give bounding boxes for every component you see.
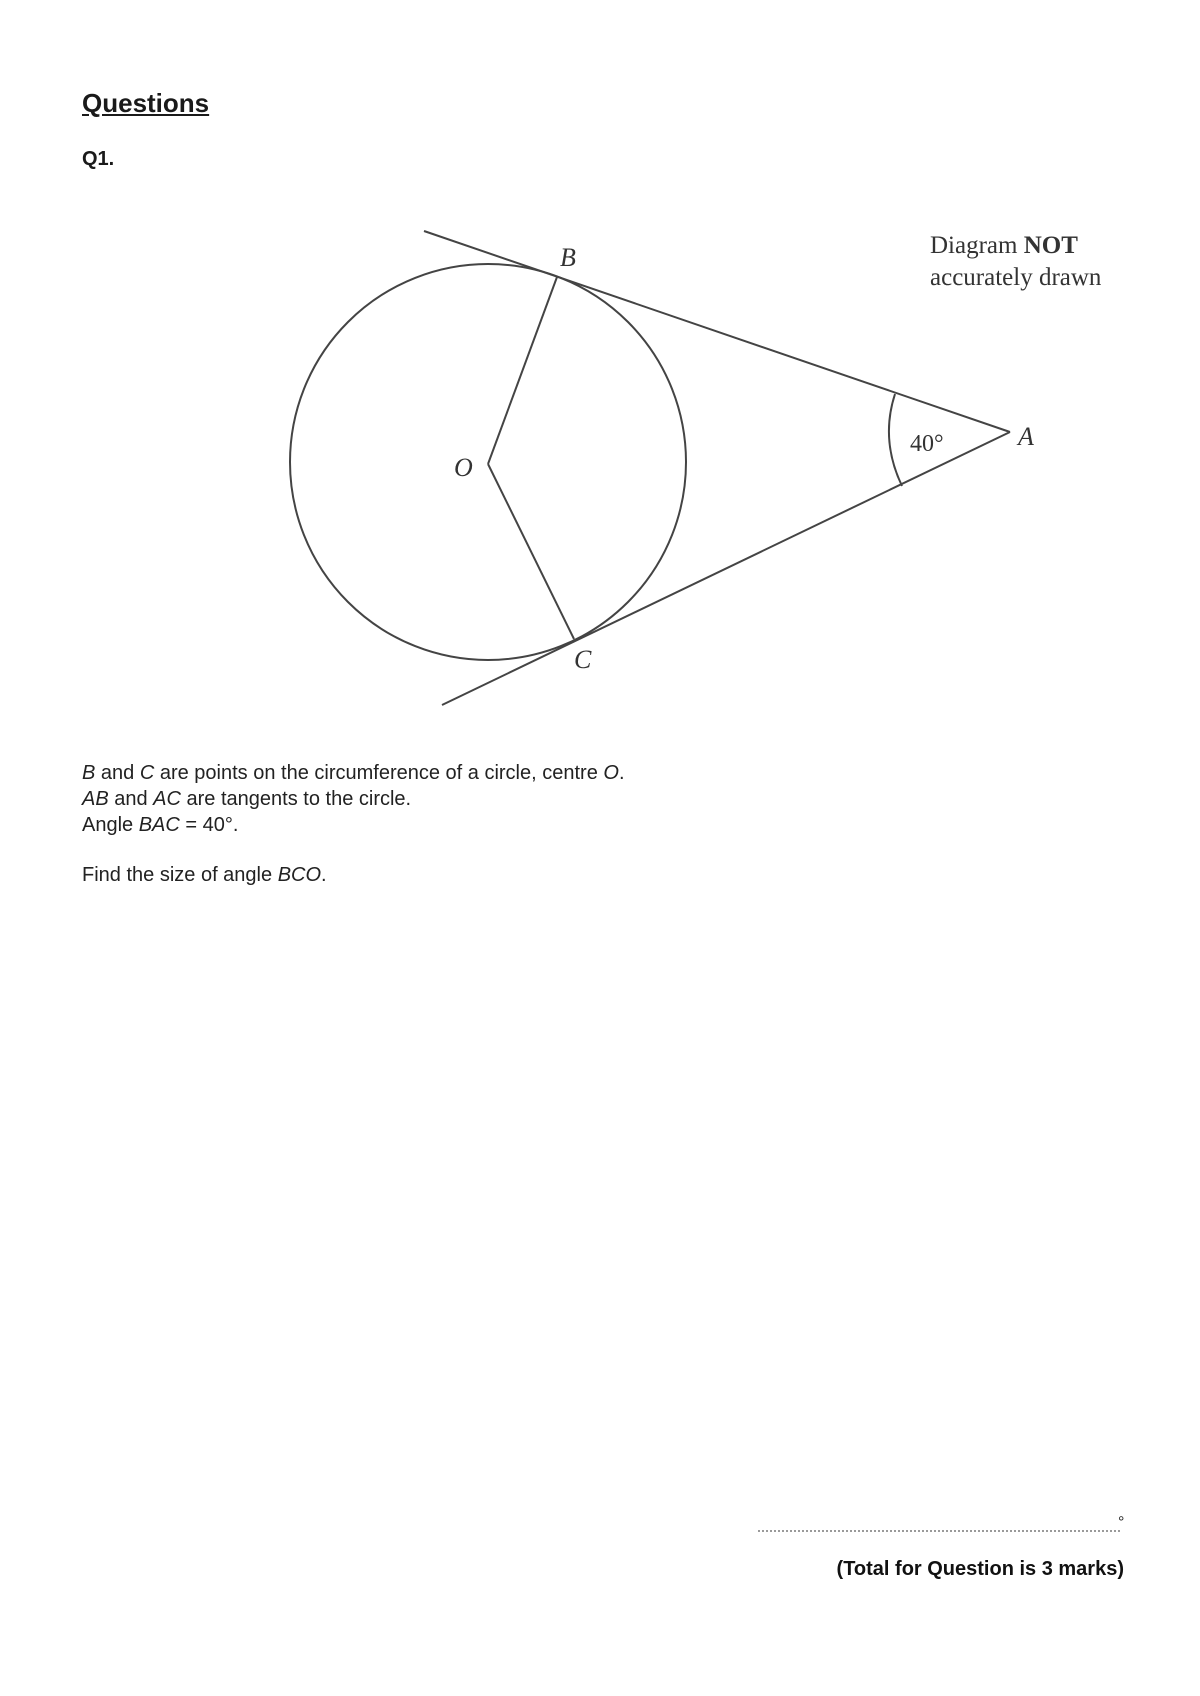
text-period: . [321, 864, 327, 886]
text-period: . [618, 762, 625, 784]
text-and: and [95, 762, 140, 784]
diagram-note [930, 230, 1101, 294]
var-o: O [603, 762, 619, 784]
question-line-2 [82, 786, 625, 812]
question-text [82, 760, 625, 888]
text-circumference: are points on the circumference of a circle, centre [154, 762, 604, 784]
diagram-note-line1 [930, 230, 1101, 262]
var-bac: BAC [138, 814, 180, 836]
var-b: B [82, 762, 96, 784]
var-ab: AB [82, 788, 109, 810]
text-angle-value: = 40°. [179, 814, 239, 836]
diagram-note-line2: accurately drawn [930, 264, 1102, 291]
radius-ob [488, 277, 557, 464]
label-o: O [454, 453, 473, 482]
angle-label: 40° [910, 431, 944, 457]
diagram-note-not: NOT [1023, 232, 1078, 259]
label-a: A [1018, 422, 1034, 451]
label-b: B [560, 243, 576, 272]
angle-arc [889, 394, 902, 486]
var-c: C [139, 762, 155, 784]
radius-oc [488, 464, 574, 639]
label-c: C [574, 645, 592, 674]
text-and: and [108, 788, 154, 810]
answer-unit: ° [1118, 1514, 1125, 1531]
question-line-1 [82, 760, 625, 786]
total-marks: (Total for Question is 3 marks) [836, 1558, 1124, 1580]
text-angle: Angle [82, 814, 139, 836]
question-number: Q1. [82, 148, 115, 170]
var-ac: AC [153, 788, 181, 810]
question-line-3 [82, 812, 625, 838]
var-bco: BCO [277, 864, 322, 886]
question-line-4 [82, 862, 625, 888]
text-tangents: are tangents to the circle. [180, 788, 412, 810]
text-find: Find the size of angle [82, 864, 278, 886]
answer-line[interactable] [758, 1530, 1120, 1532]
tangent-line-ac [442, 432, 1010, 705]
circle-tangent-diagram [0, 0, 1200, 720]
diagram-note-text: Diagram [930, 232, 1024, 259]
page-heading: Questions [82, 88, 210, 118]
